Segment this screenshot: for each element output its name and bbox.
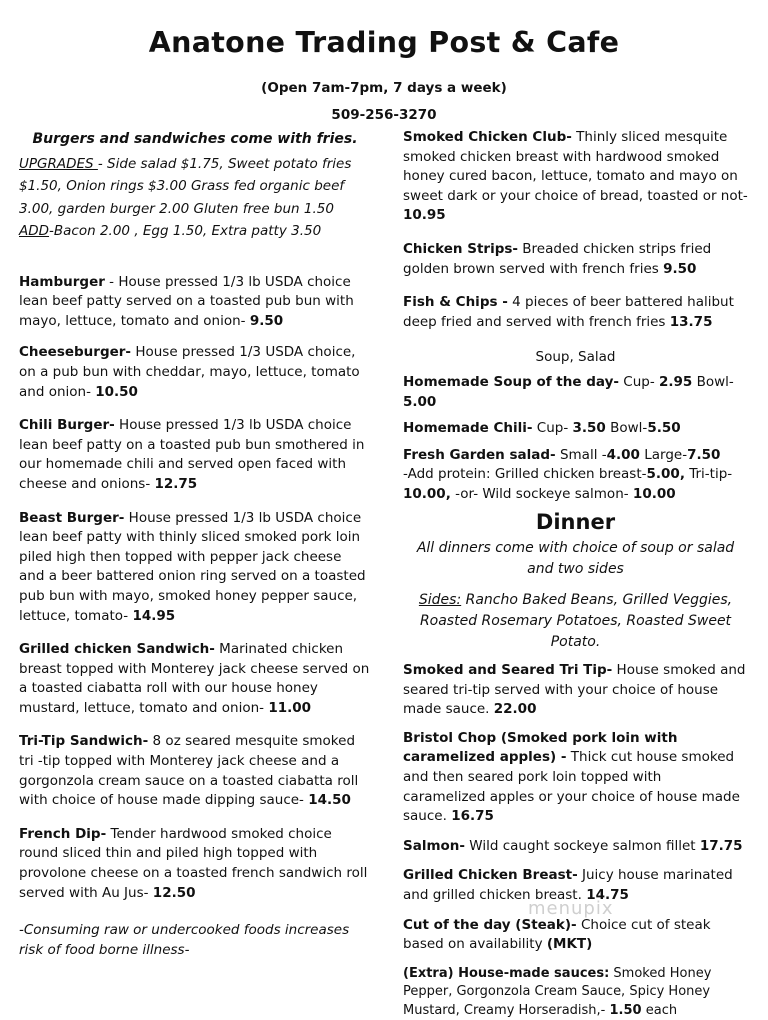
add-text: -Bacon 2.00 , Egg 1.50, Extra patty 3.50 bbox=[49, 223, 322, 240]
page-title: Anatone Trading Post & Cafe bbox=[148, 26, 620, 59]
section-heading-soup-salad: Soup, Salad bbox=[535, 349, 616, 366]
dinner-item: Grilled Chicken Breast- Juicy house marinated and grilled chicken breast. 14.75 bbox=[403, 867, 733, 904]
right-column bbox=[403, 128, 748, 1020]
watermark: menupix bbox=[528, 898, 614, 919]
menu-item: Chicken Strips- Breaded chicken strips fried golden brown served with french fries 9.50 bbox=[403, 240, 712, 277]
section-heading-dinner: Dinner bbox=[535, 509, 616, 534]
menu-item: Tri-Tip Sandwich- 8 oz seared mesquite smoked tri -tip topped with Monterey jack cheese and a gorgonzola cream sauce on a toasted ciabatta roll with choice of house made dipping sauce- 14.50 bbox=[19, 733, 359, 809]
dinner-item: Bristol Chop (Smoked pork loin with caramelized apples) - Thick cut house smoked and then seared pork loin topped with caramelized apples or your choice of house made sauce. 16.75 bbox=[403, 729, 740, 825]
upgrades-text: - Side salad $1.75, Sweet potato fries $1.50, Onion rings $3.00 Grass fed organic beef 3.00, garden burger 2.00 Gluten free bun 1.50 bbox=[19, 155, 352, 217]
menu-item: Chili Burger- House pressed 1/3 lb USDA choice lean beef patty on a toasted pub bun smothered in our homemade chili and served open faced with cheese and onions- 12.75 bbox=[19, 417, 365, 492]
menu-item: Cheeseburger- House pressed 1/3 USDA choice, on a pub bun with cheddar, mayo, lettuce, tomato and onion- 10.50 bbox=[19, 344, 360, 400]
menu-item: Hamburger - House pressed 1/3 lb USDA choice lean beef patty served on a toasted pub bun with mayo, lettuce, tomato and onion- 9.50 bbox=[19, 273, 354, 329]
soup-item: Homemade Soup of the day- Cup- 2.95 Bowl- 5.00 bbox=[403, 373, 734, 410]
tagline: Burgers and sandwiches come with fries. bbox=[32, 131, 358, 147]
chili-item: Homemade Chili- Cup- 3.50 Bowl-5.50 bbox=[403, 420, 681, 437]
dinner-note: All dinners come with choice of soup or salad and two sides bbox=[416, 540, 735, 578]
dinner-item: Salmon- Wild caught sockeye salmon fillet 17.75 bbox=[403, 837, 743, 854]
add-label: ADD bbox=[19, 223, 50, 240]
menu-item: French Dip- Tender hardwood smoked choice round sliced thin and piled high topped with provolone cheese on a toasted french sandwich roll served with Au Jus- 12.50 bbox=[19, 825, 368, 901]
phone-number: 509-256-3270 bbox=[331, 107, 437, 123]
dinner-item: Cut of the day (Steak)- Choice cut of steak based on availability (MKT) bbox=[403, 916, 711, 953]
menu-item: Beast Burger- House pressed 1/3 lb USDA choice lean beef patty with thinly sliced smoked pork loin piled high then topped with pepper jack cheese and a beer battered onion ring served on a toasted pub bun with mayo, smoked honey pepper sauce, lettuce, tomato- 14.95 bbox=[19, 509, 366, 624]
sides-label: Sides: bbox=[418, 592, 462, 609]
upgrades-label: UPGRADES bbox=[19, 155, 98, 172]
upgrades bbox=[19, 153, 371, 243]
menu-item: Fish & Chips - 4 pieces of beer battered halibut deep fried and served with french fries 13.75 bbox=[403, 294, 734, 330]
disclaimer: -Consuming raw or undercooked foods increases risk of food borne illness- bbox=[19, 922, 350, 958]
menu-item: Grilled chicken Sandwich- Marinated chicken breast topped with Monterey jack cheese served on a toasted ciabatta roll with our house honey mustard, lettuce, tomato and onion- 11.00 bbox=[19, 641, 370, 716]
left-column bbox=[19, 128, 371, 960]
sides bbox=[403, 590, 748, 653]
dinner-item: (Extra) House-made sauces: Smoked Honey Pepper, Gorgonzola Cream Sauce, Spicy Honey Mustard, Creamy Horseradish,- 1.50 each bbox=[403, 965, 712, 1018]
hours: (Open 7am-7pm, 7 days a week) bbox=[261, 80, 507, 96]
dinner-item: Smoked and Seared Tri Tip- House smoked and seared tri-tip served with your choice of house made sauce. 22.00 bbox=[403, 662, 746, 718]
salad-item: Fresh Garden salad- Small -4.00 Large-7.50 -Add protein: Grilled chicken breast-5.00, Tri-tip-10.00, -or- Wild sockeye salmon- 10.00 bbox=[403, 446, 733, 502]
menu-item: Smoked Chicken Club- Thinly sliced mesquite smoked chicken breast with hardwood smoked honey cured bacon, lettuce, tomato and mayo on sweet dark or your choice of bread, toasted or not- 10.95 bbox=[403, 129, 748, 224]
sides-text: Rancho Baked Beans, Grilled Veggies, Roasted Rosemary Potatoes, Roasted Sweet Potato. bbox=[419, 592, 733, 651]
